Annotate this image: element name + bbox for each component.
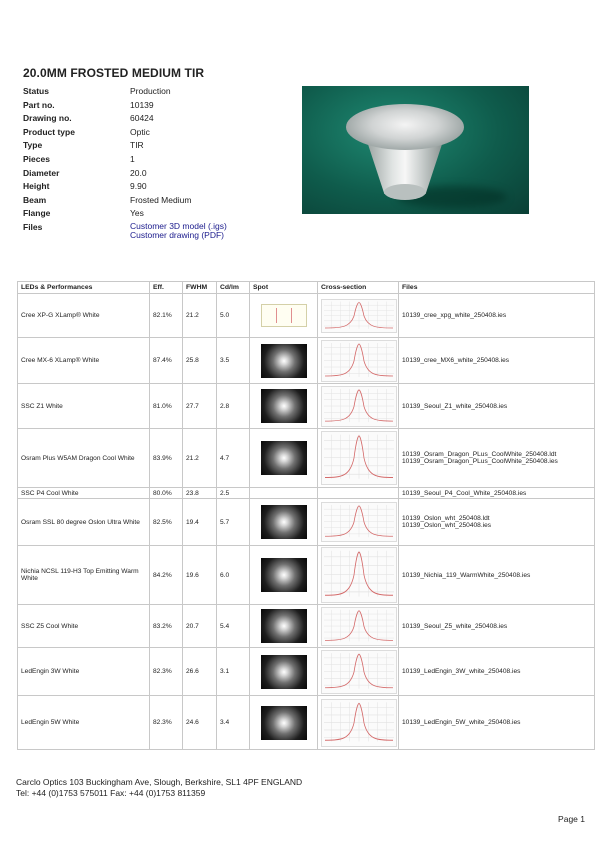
- cell-spot: [250, 429, 318, 488]
- cell-files: [399, 546, 595, 605]
- cell-led: Osram Plus W5AM Dragon Cool White: [18, 429, 150, 488]
- cell-cross-section: [318, 384, 399, 429]
- product-title: 20.0MM FROSTED MEDIUM TIR: [23, 66, 205, 80]
- cell-cdlm: 5.0: [217, 294, 250, 338]
- cell-cdlm: 3.5: [217, 338, 250, 384]
- cell-cross-section: [318, 499, 399, 546]
- cell-spot: [250, 384, 318, 429]
- spot-image: [261, 441, 307, 475]
- cell-eff: 82.3%: [150, 648, 183, 696]
- cross-section-image: [321, 502, 397, 542]
- cross-section-image: [321, 650, 397, 694]
- cell-cdlm: 2.5: [217, 488, 250, 499]
- cell-cdlm: 4.7: [217, 429, 250, 488]
- cell-files: [399, 338, 595, 384]
- cross-section-plot: [322, 300, 396, 332]
- table-row: [18, 488, 595, 499]
- cell-spot: [250, 338, 318, 384]
- spec-value: Yes: [130, 208, 144, 219]
- spec-row-drawing-no: [23, 113, 240, 127]
- spec-key: Diameter: [23, 167, 60, 178]
- table-header-row: [18, 282, 595, 294]
- cell-files: [399, 499, 595, 546]
- cross-section-plot: [322, 651, 396, 693]
- cell-spot: [250, 546, 318, 605]
- cell-cross-section: [318, 648, 399, 696]
- cell-spot: [250, 605, 318, 648]
- cell-led: LedEngin 3W White: [18, 648, 150, 696]
- cell-led: SSC Z1 White: [18, 384, 150, 429]
- cell-cdlm: 5.7: [217, 499, 250, 546]
- spec-value: 9.90: [130, 181, 147, 192]
- spec-row-beam: [23, 195, 240, 209]
- file-link[interactable]: 10139_Oslon_wht_250408.ldt: [402, 515, 490, 522]
- cell-cross-section: [318, 429, 399, 488]
- spec-value: Optic: [130, 126, 150, 137]
- cell-fwhm: 21.2: [183, 294, 217, 338]
- spec-value: 10139: [130, 99, 154, 110]
- spot-image: [261, 609, 307, 643]
- cell-cross-section: [318, 294, 399, 338]
- cross-section-image: [321, 431, 397, 485]
- cross-section-image: [321, 699, 397, 747]
- spot-chart-image: [261, 304, 307, 327]
- file-link[interactable]: 10139_LedEngin_3W_white_250408.ies: [402, 668, 521, 675]
- spec-key: Flange: [23, 208, 51, 219]
- spec-row-type: [23, 140, 240, 154]
- cell-spot: [250, 696, 318, 750]
- cross-section-image: [321, 607, 397, 646]
- footer-line-address: Carclo Optics 103 Buckingham Ave, Slough, Berkshire, SL1 4PF ENGLAND: [16, 777, 303, 787]
- cell-eff: 82.5%: [150, 499, 183, 546]
- file-link[interactable]: 10139_Seoul_P4_Cool_White_250408.ies: [402, 489, 527, 497]
- cell-eff: 82.3%: [150, 696, 183, 750]
- col-header-leds: LEDs & Performances: [18, 282, 150, 294]
- cell-spot: [250, 648, 318, 696]
- spec-key: Status: [23, 86, 49, 96]
- lens-base: [384, 184, 426, 200]
- cross-section-image: [321, 547, 397, 603]
- cross-section-image: [321, 340, 397, 382]
- cell-eff: 87.4%: [150, 338, 183, 384]
- cross-section-plot: [322, 548, 396, 602]
- lens-top: [346, 104, 464, 150]
- spot-image: [261, 558, 307, 592]
- cell-files: [399, 696, 595, 750]
- spec-row-product-type: [23, 127, 240, 141]
- spot-image: [261, 389, 307, 423]
- cell-files: [399, 605, 595, 648]
- cell-led: Osram SSL 80 degree Oslon Ultra White: [18, 499, 150, 546]
- cell-fwhm: 24.6: [183, 696, 217, 750]
- cell-eff: 83.2%: [150, 605, 183, 648]
- spec-row-part-no: [23, 100, 240, 114]
- cell-fwhm: 25.8: [183, 338, 217, 384]
- spec-key: Beam: [23, 194, 47, 205]
- cell-fwhm: 19.6: [183, 546, 217, 605]
- cell-eff: 84.2%: [150, 546, 183, 605]
- cross-section-plot: [322, 387, 396, 426]
- cell-eff: 83.9%: [150, 429, 183, 488]
- spec-key: Height: [23, 181, 50, 192]
- cell-led: Cree XP-G XLamp® White: [18, 294, 150, 338]
- file-links: [130, 222, 240, 240]
- cell-spot: [250, 499, 318, 546]
- table-row: [18, 605, 595, 648]
- table-row: [18, 696, 595, 750]
- spec-key: Type: [23, 140, 43, 151]
- cell-files: [399, 488, 595, 499]
- col-header-fwhm: FWHM: [183, 282, 217, 294]
- cell-cdlm: 3.1: [217, 648, 250, 696]
- cell-files: [399, 648, 595, 696]
- cell-files: [399, 429, 595, 488]
- spec-key: Part no.: [23, 99, 55, 110]
- cell-cdlm: 2.8: [217, 384, 250, 429]
- cell-cross-section: [318, 338, 399, 384]
- spec-value: TIR: [130, 140, 144, 151]
- table-row: [18, 546, 595, 605]
- spec-key: Files: [23, 221, 43, 232]
- cell-eff: 81.0%: [150, 384, 183, 429]
- cross-section-plot: [322, 503, 396, 541]
- cross-section-image: [321, 386, 397, 427]
- spot-image: [261, 706, 307, 740]
- cell-cross-section: [318, 605, 399, 648]
- customer-3d-model-link[interactable]: Customer 3D model (.igs): [130, 220, 227, 231]
- table-row: [18, 338, 595, 384]
- table-row: [18, 648, 595, 696]
- table-row: [18, 294, 595, 338]
- cell-cross-section: [318, 696, 399, 750]
- spec-row-height: [23, 181, 240, 195]
- cell-led: LedEngin 5W White: [18, 696, 150, 750]
- spec-row-pieces: [23, 154, 240, 168]
- cell-fwhm: 21.2: [183, 429, 217, 488]
- spec-key: Product type: [23, 126, 75, 137]
- col-header-cross-section: Cross-section: [318, 282, 399, 294]
- footer-line-phone: Tel: +44 (0)1753 575011 Fax: +44 (0)1753 811359: [16, 787, 206, 798]
- cell-led: Nichia NCSL 119-H3 Top Emitting Warm White: [18, 546, 150, 605]
- file-link[interactable]: 10139_Seoul_Z1_white_250408.ies: [402, 402, 508, 410]
- cell-fwhm: 27.7: [183, 384, 217, 429]
- cell-spot: [250, 488, 318, 499]
- footer-address: [16, 777, 302, 798]
- cell-cdlm: 3.4: [217, 696, 250, 750]
- cell-led: Cree MX-6 XLamp® White: [18, 338, 150, 384]
- col-header-eff: Eff.: [150, 282, 183, 294]
- col-header-spot: Spot: [250, 282, 318, 294]
- spec-row-status: [23, 86, 240, 100]
- cell-led: SSC P4 Cool White: [18, 488, 150, 499]
- spot-image: [261, 505, 307, 539]
- cross-section-image: [321, 299, 397, 333]
- cell-cross-section: [318, 546, 399, 605]
- cell-fwhm: 19.4: [183, 499, 217, 546]
- file-link[interactable]: 10139_Osram_Dragon_PLus_CoolWhite_250408.ies: [402, 458, 558, 465]
- page-number: Page 1: [558, 814, 585, 824]
- spot-image: [261, 344, 307, 378]
- cell-spot: [250, 294, 318, 338]
- cross-section-plot: [322, 432, 396, 484]
- file-link[interactable]: 10139_cree_xpg_white_250408.ies: [402, 312, 507, 319]
- spec-row-flange: [23, 208, 240, 222]
- spec-row-diameter: [23, 168, 240, 182]
- spec-value: 20.0: [130, 167, 147, 178]
- cell-cdlm: 6.0: [217, 546, 250, 605]
- col-header-files: Files: [399, 282, 595, 294]
- file-link[interactable]: 10139_Oslon_wht_250408.ies: [402, 522, 492, 529]
- file-link[interactable]: 10139_cree_MX6_white_250408.ies: [402, 357, 510, 364]
- cross-section-plot: [322, 700, 396, 746]
- table-row: [18, 429, 595, 488]
- cell-cdlm: 5.4: [217, 605, 250, 648]
- file-link[interactable]: 10139_Osram_Dragon_PLus_CoolWhite_250408.ldt: [402, 451, 557, 458]
- cell-files: [399, 384, 595, 429]
- cell-eff: 80.0%: [150, 488, 183, 499]
- spot-image: [261, 655, 307, 689]
- cell-fwhm: 20.7: [183, 605, 217, 648]
- file-link[interactable]: 10139_Nichia_119_WarmWhite_250408.ies: [402, 571, 531, 579]
- col-header-cdlm: Cd/lm: [217, 282, 250, 294]
- file-link[interactable]: 10139_Seoul_Z5_white_250408.ies: [402, 622, 508, 630]
- spec-list: [23, 86, 240, 240]
- spec-value: 1: [130, 153, 135, 164]
- spec-key: Drawing no.: [23, 113, 72, 124]
- cell-files: [399, 294, 595, 338]
- spec-value: Production: [130, 86, 171, 96]
- table-row: [18, 384, 595, 429]
- spec-row-files: [23, 220, 240, 240]
- performance-table: [17, 281, 595, 750]
- cell-fwhm: 23.8: [183, 488, 217, 499]
- cross-section-plot: [322, 341, 396, 381]
- spec-value: 60424: [130, 113, 154, 124]
- cell-led: SSC Z5 Cool White: [18, 605, 150, 648]
- product-photo: [302, 86, 529, 214]
- cell-cross-section: [318, 488, 399, 499]
- spec-value: Frosted Medium: [130, 194, 192, 205]
- file-link[interactable]: 10139_LedEngin_5W_white_250408.ies: [402, 719, 521, 726]
- spec-key: Pieces: [23, 153, 50, 164]
- cell-eff: 82.1%: [150, 294, 183, 338]
- cross-section-plot: [322, 608, 396, 645]
- table-row: [18, 499, 595, 546]
- customer-drawing-link[interactable]: Customer drawing (PDF): [130, 229, 224, 240]
- cell-fwhm: 26.6: [183, 648, 217, 696]
